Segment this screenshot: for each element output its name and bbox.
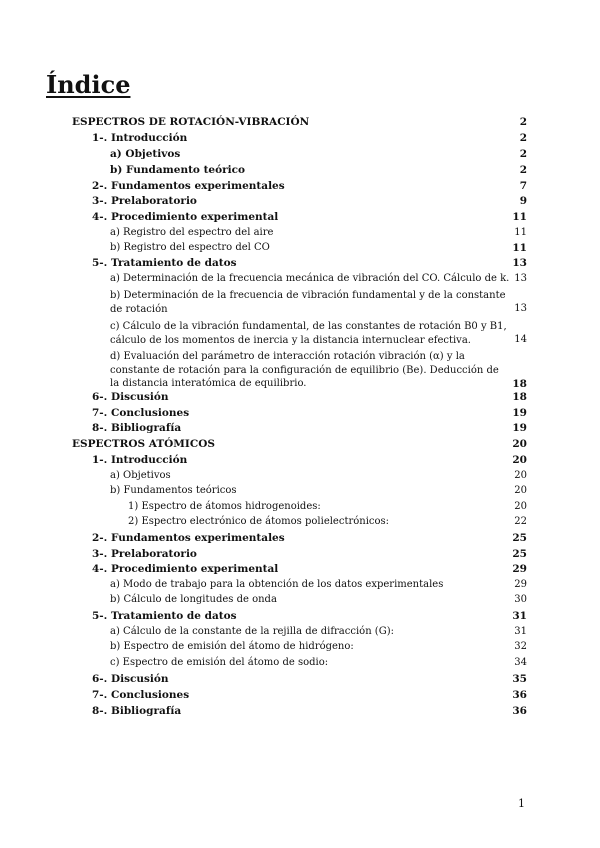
toc-entry-label: b) Espectro de emisión del átomo de hidrógeno: (110, 641, 354, 652)
toc-entry-label: a) Determinación de la frecuencia mecánica de vibración del CO. Cálculo de k. (110, 273, 510, 284)
toc-entry[interactable] (0, 132, 600, 148)
toc-entry-page: 20 (514, 470, 527, 481)
toc-entry-label: b) Fundamento teórico (110, 164, 246, 176)
toc-entry[interactable] (0, 289, 600, 319)
toc-entry-page: 2 (519, 148, 527, 160)
toc-entry[interactable] (0, 689, 600, 705)
toc-entry-page: 2 (519, 164, 527, 176)
toc-entry[interactable] (0, 273, 600, 289)
toc-entry-page: 19 (512, 422, 527, 434)
toc-entry-label: 1-. Introducción (92, 132, 188, 144)
toc-entry[interactable] (0, 579, 600, 595)
toc-entry-page: 11 (512, 211, 527, 223)
toc-entry[interactable] (0, 657, 600, 673)
toc-entry[interactable] (0, 227, 600, 243)
toc-entry[interactable] (0, 563, 600, 579)
toc-entry-label: 2-. Fundamentos experimentales (92, 532, 285, 544)
toc-entry-page: 20 (514, 485, 527, 496)
toc-entry-page: 29 (512, 563, 527, 575)
toc-entry-label: 1-. Introducción (92, 454, 188, 466)
toc-entry-page: 25 (512, 532, 527, 544)
toc-entry[interactable] (0, 391, 600, 407)
toc-entry-label: a) Modo de trabajo para la obtención de los datos experimentales (110, 579, 444, 590)
toc-entry-page: 34 (514, 657, 527, 668)
toc-entry[interactable] (0, 548, 600, 564)
toc-entry-label: 7-. Conclusiones (92, 407, 190, 419)
toc-entry-page: 29 (514, 579, 527, 590)
toc-entry-label: 7-. Conclusiones (92, 689, 190, 701)
toc-entry-label: ESPECTROS DE ROTACIÓN-VIBRACIÓN (72, 116, 310, 128)
toc-entry-label: 4-. Procedimiento experimental (92, 563, 279, 575)
toc-entry[interactable] (0, 164, 600, 180)
toc-entry-label: 8-. Bibliografía (92, 422, 182, 434)
toc-entry[interactable] (0, 454, 600, 470)
toc-entry-page: 7 (519, 180, 527, 192)
toc-entry[interactable] (0, 320, 600, 350)
toc-entry-label: 5-. Tratamiento de datos (92, 610, 237, 622)
toc-entry-label: a) Objetivos (110, 470, 171, 481)
toc-entry[interactable] (0, 610, 600, 626)
toc-entry-page: 18 (512, 391, 527, 403)
toc-entry-page: 13 (514, 273, 527, 284)
toc-entry-page: 2 (519, 132, 527, 144)
toc-entry-label: 8-. Bibliografía (92, 705, 182, 717)
toc-entry-label: a) Cálculo de la constante de la rejilla de difracción (G): (110, 626, 394, 637)
toc-entry-page: 31 (512, 610, 527, 622)
toc-entry-page: 22 (514, 516, 527, 527)
toc-entry[interactable] (0, 470, 600, 486)
toc-entry[interactable] (0, 350, 600, 394)
toc-entry[interactable] (0, 501, 600, 517)
toc-entry-page: 20 (512, 454, 527, 466)
toc-entry[interactable] (0, 148, 600, 164)
toc-entry[interactable] (0, 485, 600, 501)
toc-entry-label: c) Cálculo de la vibración fundamental, de las constantes de rotación B0 y B1, cálculo de los momentos de inercia y la distancia internuclear efectiva. (110, 321, 507, 346)
toc-entry[interactable] (0, 116, 600, 132)
toc-entry-label: ESPECTROS ATÓMICOS (72, 438, 215, 450)
toc-entry-label: 6-. Discusión (92, 391, 169, 403)
toc-entry-page: 13 (514, 303, 527, 314)
toc-entry-label: b) Registro del espectro del CO (110, 242, 270, 253)
toc-entry-page: 11 (512, 242, 527, 254)
toc-entry-page: 18 (512, 378, 527, 390)
toc-entry[interactable] (0, 673, 600, 689)
toc-entry-page: 14 (514, 334, 527, 345)
toc-entry-label: c) Espectro de emisión del átomo de sodio: (110, 657, 329, 668)
toc-entry-label: 3-. Prelaboratorio (92, 195, 197, 207)
toc-entry-page: 19 (512, 407, 527, 419)
toc-entry-label: 5-. Tratamiento de datos (92, 257, 237, 269)
toc-entry-label: 4-. Procedimiento experimental (92, 211, 279, 223)
toc-entry-label: 3-. Prelaboratorio (92, 548, 197, 560)
toc-entry-page: 13 (512, 257, 527, 269)
toc-entry-label: 2-. Fundamentos experimentales (92, 180, 285, 192)
toc-entry[interactable] (0, 422, 600, 438)
toc-entry-page: 31 (514, 626, 527, 637)
toc-entry-page: 11 (514, 227, 527, 238)
toc-entry[interactable] (0, 211, 600, 227)
toc-entry-page: 25 (512, 548, 527, 560)
toc-entry-label: 6-. Discusión (92, 673, 169, 685)
toc-entry[interactable] (0, 195, 600, 211)
toc-entry[interactable] (0, 438, 600, 454)
toc-entry-label: d) Evaluación del parámetro de interacción rotación vibración (α) y la constante de rotación para la configuración de equilibrio (Be). Deducción de la distancia interatómica de equilibrio. (110, 351, 499, 389)
toc-entry[interactable] (0, 180, 600, 196)
toc-entry-page: 30 (514, 594, 527, 605)
toc-entry-page: 2 (519, 116, 527, 128)
toc-entry[interactable] (0, 626, 600, 642)
toc-entry-label: 2) Espectro electrónico de átomos polielectrónicos: (128, 516, 390, 527)
toc-entry-label: a) Objetivos (110, 148, 181, 160)
toc-entry-label: b) Cálculo de longitudes de onda (110, 594, 277, 605)
toc-entry-page: 20 (514, 501, 527, 512)
toc-entry[interactable] (0, 594, 600, 610)
toc-entry-label: b) Determinación de la frecuencia de vibración fundamental y de la constante de rotación (110, 290, 506, 315)
toc-entry[interactable] (0, 532, 600, 548)
toc-entry-page: 9 (519, 195, 527, 207)
toc-entry-page: 36 (512, 689, 527, 701)
toc-entry-page: 20 (512, 438, 527, 450)
toc-entry[interactable] (0, 257, 600, 273)
page-title: Índice (46, 70, 131, 99)
page-number: 1 (518, 797, 525, 810)
toc-entry-page: 36 (512, 705, 527, 717)
toc-entry[interactable] (0, 516, 600, 532)
toc-entry-label: 1) Espectro de átomos hidrogenoides: (128, 501, 321, 512)
toc-entry[interactable] (0, 641, 600, 657)
toc-entry-page: 35 (512, 673, 527, 685)
toc-entry[interactable] (0, 407, 600, 423)
toc-entry-page: 32 (514, 641, 527, 652)
toc-entry[interactable] (0, 242, 600, 258)
toc-entry-label: b) Fundamentos teóricos (110, 485, 237, 496)
toc-entry[interactable] (0, 705, 600, 721)
toc-entry-label: a) Registro del espectro del aire (110, 227, 274, 238)
